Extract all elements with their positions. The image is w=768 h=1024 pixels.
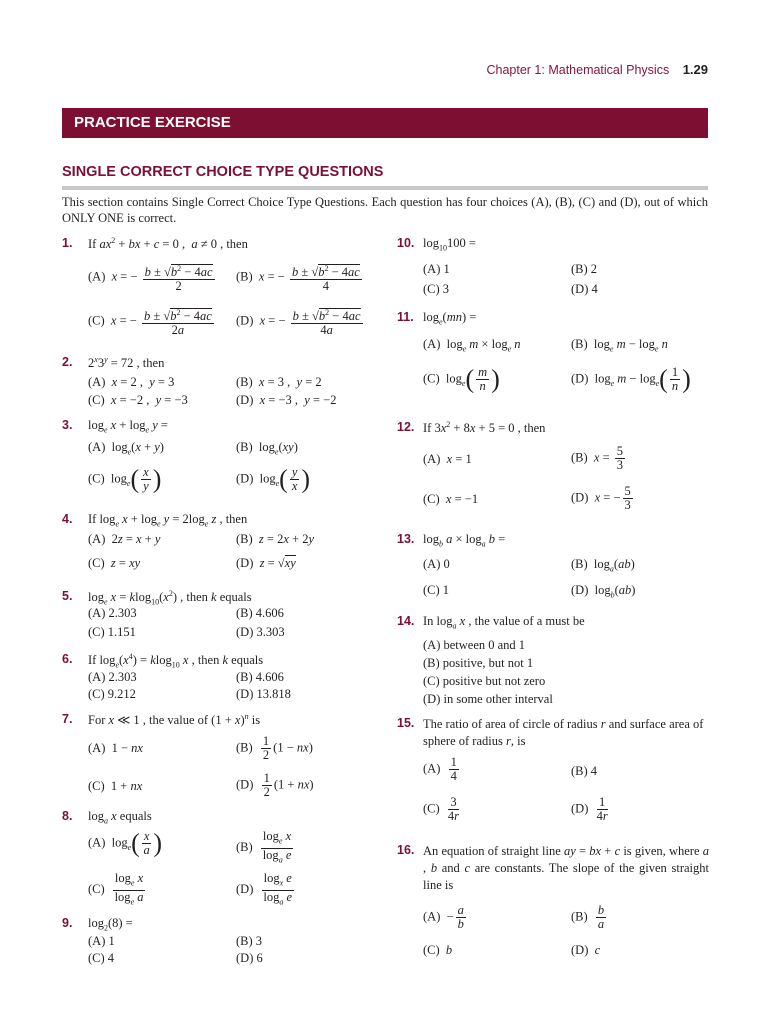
option-b: (B) positive, but not 1 bbox=[423, 656, 534, 670]
option-d: (D) $\frac{1}{2}$ (1 + nx) bbox=[236, 771, 314, 799]
option-a: (A) $\frac{1}{4}$ bbox=[423, 755, 457, 783]
option-a: (A) 2.303 bbox=[88, 606, 137, 620]
option-b: (B) $\log_a(ab)$ bbox=[571, 557, 635, 574]
option-d: (D) c bbox=[571, 943, 601, 957]
question-number: 3. bbox=[62, 418, 73, 432]
question-number: 9. bbox=[62, 916, 73, 930]
option-a: (A) 1 bbox=[88, 934, 115, 948]
option-b: (B) $\frac{1}{2}$ (1 − nx) bbox=[236, 734, 313, 762]
option-c: (C) x = −1 bbox=[423, 492, 479, 506]
option-a: (A) $\log_e(x + y)$ bbox=[88, 440, 164, 457]
question-number: 2. bbox=[62, 355, 73, 369]
option-c: (C) x = −2 , y = −3 bbox=[88, 393, 188, 407]
option-b: (B) x = 3 , y = 2 bbox=[236, 375, 322, 389]
option-c: (C) b bbox=[423, 943, 453, 957]
option-c: (C) 4 bbox=[88, 951, 115, 965]
page-number: 1.29 bbox=[682, 62, 708, 77]
option-a: (A) 2.303 bbox=[88, 670, 137, 684]
option-a: (A) $\log_e m \times \log_e n$ bbox=[423, 337, 521, 354]
question-stem: $\log_{10}100$ = bbox=[423, 236, 476, 253]
option-a: (A) x = 2 , y = 3 bbox=[88, 375, 175, 389]
question-number: 6. bbox=[62, 652, 73, 666]
question-stem: An equation of straight line ay = bx + c is given, where a , b and c are constants. The slope of the given straight line is bbox=[423, 844, 709, 892]
option-c: (C) $\frac{3}{4r}$ bbox=[423, 795, 460, 823]
question-stem: If $\log_e(x^4) = klog_{10}$ x , then k equals bbox=[88, 652, 264, 670]
question-number: 1. bbox=[62, 236, 73, 250]
option-d: (D) 3.303 bbox=[236, 625, 285, 639]
question-number: 4. bbox=[62, 512, 73, 526]
option-b: (B) $\frac{\log_e x}{\log_a e}$ bbox=[236, 829, 292, 864]
option-d: (D) x = − $\frac{b \pm √b^2 - 4ac}{4a}$ bbox=[236, 308, 361, 338]
option-c: (C) z = xy bbox=[88, 556, 141, 570]
option-a: (A) 0 bbox=[423, 557, 450, 571]
option-d: (D) x = −3 , y = −2 bbox=[236, 393, 337, 407]
option-d: (D) in some other interval bbox=[423, 692, 553, 706]
option-c: (C) 1 bbox=[423, 583, 450, 597]
option-a: (A) x = − $\frac{b \pm √b^2 - 4ac}{2}$ bbox=[88, 264, 213, 294]
option-d: (D) $\log_b(ab)$ bbox=[571, 583, 636, 600]
question-number: 12. bbox=[397, 420, 415, 434]
question-number: 7. bbox=[62, 712, 73, 726]
section-title: SINGLE CORRECT CHOICE TYPE QUESTIONS bbox=[62, 164, 384, 180]
option-a: (A) between 0 and 1 bbox=[423, 638, 526, 652]
option-d: (D) 4 bbox=[571, 282, 598, 296]
question-number: 8. bbox=[62, 809, 73, 823]
option-b: (B) 3 bbox=[236, 934, 263, 948]
option-b: (B) 2 bbox=[571, 262, 598, 276]
question-stem: In $\log_a x$ , the value of a must be bbox=[423, 614, 585, 631]
option-b: (B) z = 2x + 2y bbox=[236, 532, 315, 546]
option-c: (C) 1.151 bbox=[88, 625, 136, 639]
question-number: 16. bbox=[397, 843, 415, 857]
question-stem: $2^x3^y = 72$ , then bbox=[88, 355, 165, 371]
question-stem: $\log_b a \times \log_a b$ = bbox=[423, 532, 506, 549]
option-a: (A) 2z = x + y bbox=[88, 532, 161, 546]
option-d: (D) $\log_e m - \log_e$( $\frac{1}{n}$ ) bbox=[571, 364, 691, 394]
chapter-title: Chapter 1: Mathematical Physics bbox=[486, 63, 670, 77]
question-15 bbox=[397, 716, 709, 750]
question-stem: For x ≪ 1 , the value of $(1 + x)^n$ is bbox=[88, 712, 261, 728]
question-number: 10. bbox=[397, 236, 415, 250]
question-stem: The ratio of area of circle of radius r and surface area of sphere of radius r, is bbox=[423, 717, 704, 748]
option-c: (C) $\log_e$( $\frac{x}{y}$ ) bbox=[88, 464, 162, 494]
option-c: (C) 3 bbox=[423, 282, 450, 296]
option-d: (D) $\log_e$( $\frac{y}{x}$ ) bbox=[236, 464, 311, 494]
option-c: (C) x = − $\frac{b \pm √b^2 - 4ac}{2a}$ bbox=[88, 308, 212, 338]
question-stem: If $3x^2 + 8x + 5 = 0$ , then bbox=[423, 420, 546, 436]
option-a: (A) x = 1 bbox=[423, 452, 472, 466]
question-number: 5. bbox=[62, 589, 73, 603]
option-b: (B) $\log_e m - \log_e n$ bbox=[571, 337, 668, 354]
question-number: 15. bbox=[397, 716, 415, 730]
option-a: (A) − $\frac{a}{b}$ bbox=[423, 903, 464, 931]
question-stem: $\log_2(8)$ = bbox=[88, 916, 133, 933]
option-b: (B) $\log_e(xy)$ bbox=[236, 440, 298, 457]
option-d: (D) $\frac{\log_x e}{\log_a e}$ bbox=[236, 871, 293, 906]
option-a: (A) $\log_e$( $\frac{x}{a}$ ) bbox=[88, 828, 163, 858]
option-b: (B) x = $\frac{5}{3}$ bbox=[571, 444, 624, 472]
question-stem: If $ax^2$ + bx + c = 0 , a ≠ 0 , then bbox=[88, 236, 248, 252]
running-header bbox=[486, 62, 708, 77]
question-16 bbox=[397, 843, 709, 894]
option-b: (B) $\frac{b}{a}$ bbox=[571, 903, 605, 931]
option-d: (D) z = √xy bbox=[236, 556, 296, 570]
option-d: (D) x = − $\frac{5}{3}$ bbox=[571, 484, 631, 512]
option-b: (B) 4.606 bbox=[236, 606, 284, 620]
option-c: (C) $\log_e$( $\frac{m}{n}$ ) bbox=[423, 364, 500, 394]
option-c: (C) 9.212 bbox=[88, 687, 136, 701]
practice-exercise-banner: PRACTICE EXERCISE bbox=[62, 108, 708, 138]
option-b: (B) x = − $\frac{b \pm √b^2 - 4ac}{4}$ bbox=[236, 264, 360, 294]
question-number: 14. bbox=[397, 614, 415, 628]
question-stem: If $\log_e x + \log_e y = 2\log_e$ z , then bbox=[88, 512, 248, 529]
section-divider bbox=[62, 186, 708, 190]
section-intro: This section contains Single Correct Choice Type Questions. Each question has four choices (A), (B), (C) and (D), out of which ONLY ONE is correct. bbox=[62, 195, 708, 225]
question-stem: $\log_e x = klog_{10}(x^2)$ , then k equals bbox=[88, 589, 252, 607]
question-number: 11. bbox=[397, 310, 414, 324]
option-d: (D) $\frac{1}{4r}$ bbox=[571, 795, 608, 823]
question-stem: $\log_e x + \log_e y$ = bbox=[88, 418, 168, 435]
option-c: (C) positive but not zero bbox=[423, 674, 546, 688]
option-c: (C) $\frac{\log_e x}{\log_e a}$ bbox=[88, 871, 144, 906]
option-d: (D) 13.818 bbox=[236, 687, 291, 701]
option-b: (B) 4.606 bbox=[236, 670, 284, 684]
option-b: (B) 4 bbox=[571, 764, 598, 778]
question-number: 13. bbox=[397, 532, 415, 546]
question-stem: $\log_a x$ equals bbox=[88, 809, 152, 826]
option-a: (A) 1 − nx bbox=[88, 741, 143, 755]
question-stem: $\log_e(mn)$ = bbox=[423, 310, 477, 327]
option-c: (C) 1 + nx bbox=[88, 779, 143, 793]
option-a: (A) 1 bbox=[423, 262, 450, 276]
option-d: (D) 6 bbox=[236, 951, 263, 965]
